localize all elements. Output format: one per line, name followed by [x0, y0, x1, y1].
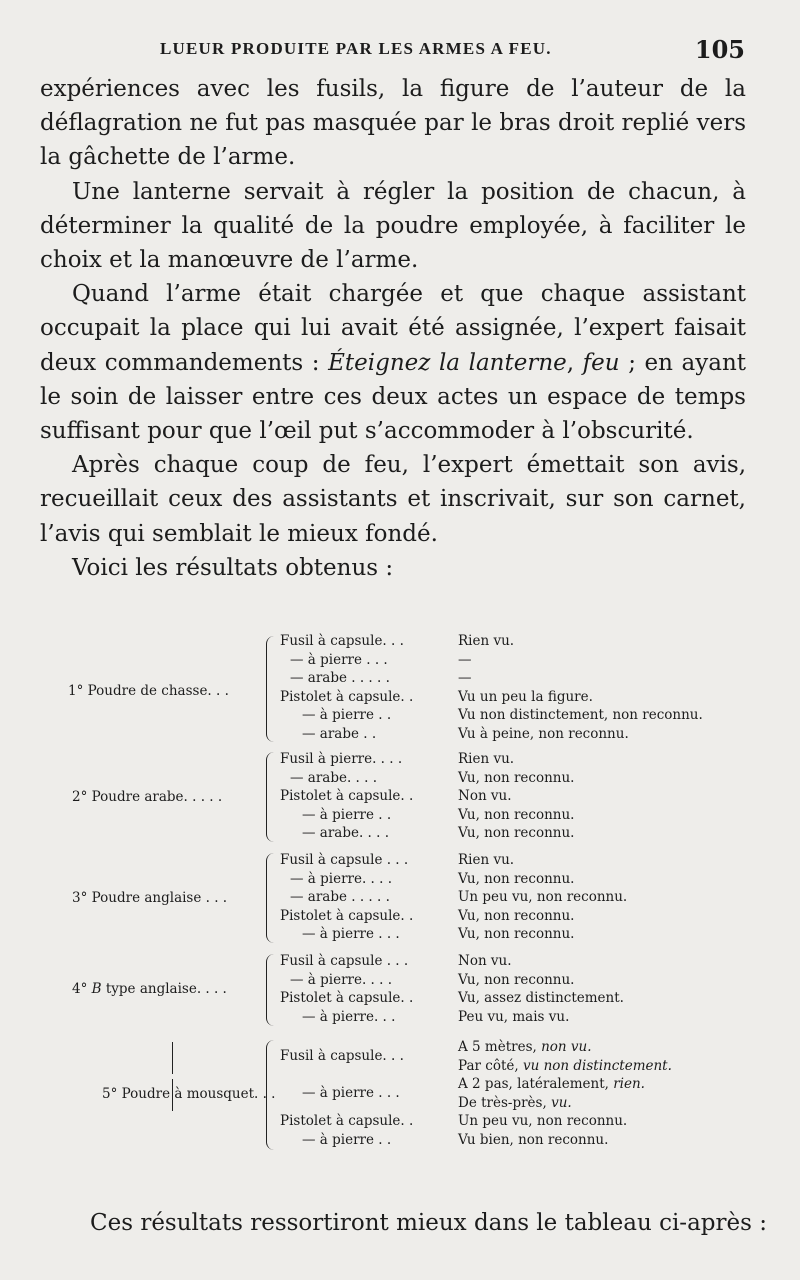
command-extinguish: Éteignez la lanterne: [328, 349, 567, 376]
body-text: [40, 72, 746, 585]
group-label: [72, 980, 227, 999]
result: Rien vu.: [458, 852, 515, 868]
result-text: De très-près,: [458, 1094, 552, 1111]
weapon: Fusil à capsule. . .: [280, 1048, 404, 1064]
group-label-suffix: type anglaise. . . .: [101, 981, 227, 997]
sub-brace: [172, 1079, 177, 1111]
result-group-musket-powder: [0, 1038, 800, 1154]
weapon: — arabe . . . . .: [290, 889, 390, 906]
weapon: — à pierre . . .: [302, 926, 400, 943]
paragraph-3-start: Quand l’arme était chargée et que chaque assistant occupait la place qui lui avait été assignée, l’expert faisait deux commandements :: [40, 281, 746, 376]
sub-brace: [172, 1042, 177, 1074]
paragraph-1: expériences avec les fusils, la figure de l’auteur de la déflagration ne fut pas masquée par le bras droit replié vers la gâchette de l’arme.: [40, 76, 746, 171]
result-row: [280, 669, 800, 688]
result-row: [280, 806, 800, 825]
result-emphasis: rien.: [613, 1076, 645, 1093]
result: Vu, non reconnu.: [458, 971, 575, 988]
conclusion-line: Ces résultats ressortiront mieux dans le tableau ci-après :: [90, 1210, 767, 1236]
result-row: [280, 1008, 800, 1027]
weapon: — à pierre. . . .: [290, 971, 393, 988]
weapon: — à pierre . .: [302, 1131, 392, 1148]
group-label: 3° Poudre anglaise . . .: [72, 890, 228, 906]
weapon: Pistolet à capsule. .: [280, 688, 414, 705]
result-row: [280, 706, 800, 725]
group-brace: [266, 1040, 277, 1150]
weapon: Fusil à capsule . . .: [280, 852, 409, 868]
result-emphasis: vu.: [551, 1094, 572, 1111]
result-row: [280, 750, 800, 769]
group-brace: [266, 853, 277, 943]
result: [458, 1112, 627, 1131]
result-row: [280, 1075, 800, 1102]
weapon: — arabe. . . .: [302, 825, 390, 842]
result: Vu non distinctement, non reconnu.: [458, 707, 703, 724]
weapon: — à pierre . .: [302, 707, 392, 724]
result-row: [280, 907, 800, 926]
weapon: — arabe. . . .: [290, 769, 378, 786]
result-row: [280, 688, 800, 707]
result-row: [280, 888, 800, 907]
page-header: [40, 35, 745, 65]
weapon: Fusil à capsule . . .: [280, 953, 409, 969]
paragraph-4: Après chaque coup de feu, l’expert émettait son avis, recueillait ceux des assistants et inscrivait, sur son carnet, l’avis qui semblait le mieux fondé.: [40, 452, 746, 547]
result-text: Par côté,: [458, 1057, 523, 1074]
running-title: LUEUR PRODUITE PAR LES ARMES A FEU.: [160, 39, 552, 58]
weapon: Pistolet à capsule. .: [280, 1113, 414, 1130]
result: Vu, assez distinctement.: [458, 990, 624, 1007]
result: Vu, non reconnu.: [458, 870, 575, 887]
command-fire: feu: [582, 349, 620, 376]
result-text: A 2 pas, latéralement,: [458, 1076, 614, 1093]
result-row: [280, 1112, 800, 1131]
result-row: [280, 989, 800, 1008]
result: Vu un peu la figure.: [458, 688, 593, 705]
result-row: [280, 1094, 800, 1113]
weapon: Pistolet à capsule. .: [280, 788, 414, 805]
result: —: [458, 670, 472, 687]
result: [458, 1038, 592, 1057]
result-text: A 5 mètres,: [458, 1039, 542, 1055]
result-row: [280, 952, 800, 971]
result: [458, 1057, 672, 1076]
weapon: — arabe . .: [302, 725, 377, 742]
group-brace: [266, 636, 277, 742]
result-row: [280, 651, 800, 670]
result: Peu vu, mais vu.: [458, 1008, 570, 1025]
group-label: 1° Poudre de chasse. . .: [68, 683, 229, 699]
group-brace: [266, 752, 277, 842]
result-group-hunting-powder: [0, 632, 800, 746]
result-emphasis: vu non distinctement.: [522, 1057, 672, 1074]
result-row: [280, 870, 800, 889]
page-number: 105: [694, 35, 745, 64]
weapon: — arabe . . . . .: [290, 670, 390, 687]
result-row: [280, 971, 800, 990]
paragraph-3: [40, 277, 746, 448]
result: Rien vu.: [458, 751, 515, 767]
group-label: 2° Poudre arabe. . . . .: [72, 789, 223, 805]
results-list: [0, 632, 800, 1154]
result-row: [280, 725, 800, 744]
result: Non vu.: [458, 953, 512, 969]
result-emphasis: non vu.: [541, 1039, 592, 1055]
result: Vu, non reconnu.: [458, 825, 575, 842]
weapon: Pistolet à capsule. .: [280, 990, 414, 1007]
result: [458, 1075, 645, 1094]
weapon: Pistolet à capsule. .: [280, 907, 414, 924]
result-row: [280, 1038, 800, 1064]
paragraph-5: Voici les résultats obtenus :: [72, 554, 394, 581]
result: Un peu vu, non reconnu.: [458, 889, 628, 906]
weapon: Fusil à capsule. . .: [280, 633, 404, 649]
result: Vu à peine, non reconnu.: [458, 725, 629, 742]
result: Non vu.: [458, 788, 512, 805]
weapon: — à pierre. . .: [302, 1008, 396, 1025]
result-row: [280, 925, 800, 944]
result-row: [280, 1131, 800, 1150]
group-label: 5° Poudre à mousquet. . .: [102, 1086, 276, 1102]
weapon: Fusil à pierre. . . .: [280, 751, 403, 767]
result: [458, 1094, 572, 1113]
command-separator: ,: [566, 349, 583, 376]
group-brace: [266, 954, 277, 1026]
result-text: Un peu vu, non reconnu.: [458, 1113, 628, 1130]
result-row: [280, 632, 800, 651]
result-row: [280, 851, 800, 870]
weapon: — à pierre . . .: [302, 1085, 400, 1102]
result: —: [458, 651, 472, 668]
group-label-type: B: [91, 981, 102, 997]
weapon: — à pierre. . . .: [290, 870, 393, 887]
result: Vu, non reconnu.: [458, 769, 575, 786]
paragraph-2: Une lanterne servait à régler la position de chacun, à déterminer la qualité de la poudre employée, à faciliter le choix et la manœuvre de l’arme.: [40, 178, 746, 274]
group-label-prefix: 4°: [72, 981, 92, 997]
result: Vu, non reconnu.: [458, 907, 575, 924]
result: Vu, non reconnu.: [458, 806, 575, 823]
result: Vu, non reconnu.: [458, 926, 575, 943]
result-row: [280, 769, 800, 788]
result-group-arab-powder: [0, 750, 800, 847]
result-row: [280, 787, 800, 806]
result-group-type-b: [0, 952, 800, 1030]
result: Rien vu.: [458, 633, 515, 649]
result-text: Vu bien, non reconnu.: [458, 1131, 609, 1148]
result: [458, 1131, 608, 1150]
result-group-english-powder: [0, 851, 800, 948]
result-row: [280, 824, 800, 843]
paragraph-3-end: ; en ayant le soin de laisser entre ces deux actes un espace de temps suffisant pour que l’œil put s’accommoder à l’obscurité.: [40, 349, 747, 445]
result-row: [280, 1057, 800, 1076]
weapon: — à pierre . .: [302, 806, 392, 823]
weapon: — à pierre . . .: [290, 651, 388, 668]
